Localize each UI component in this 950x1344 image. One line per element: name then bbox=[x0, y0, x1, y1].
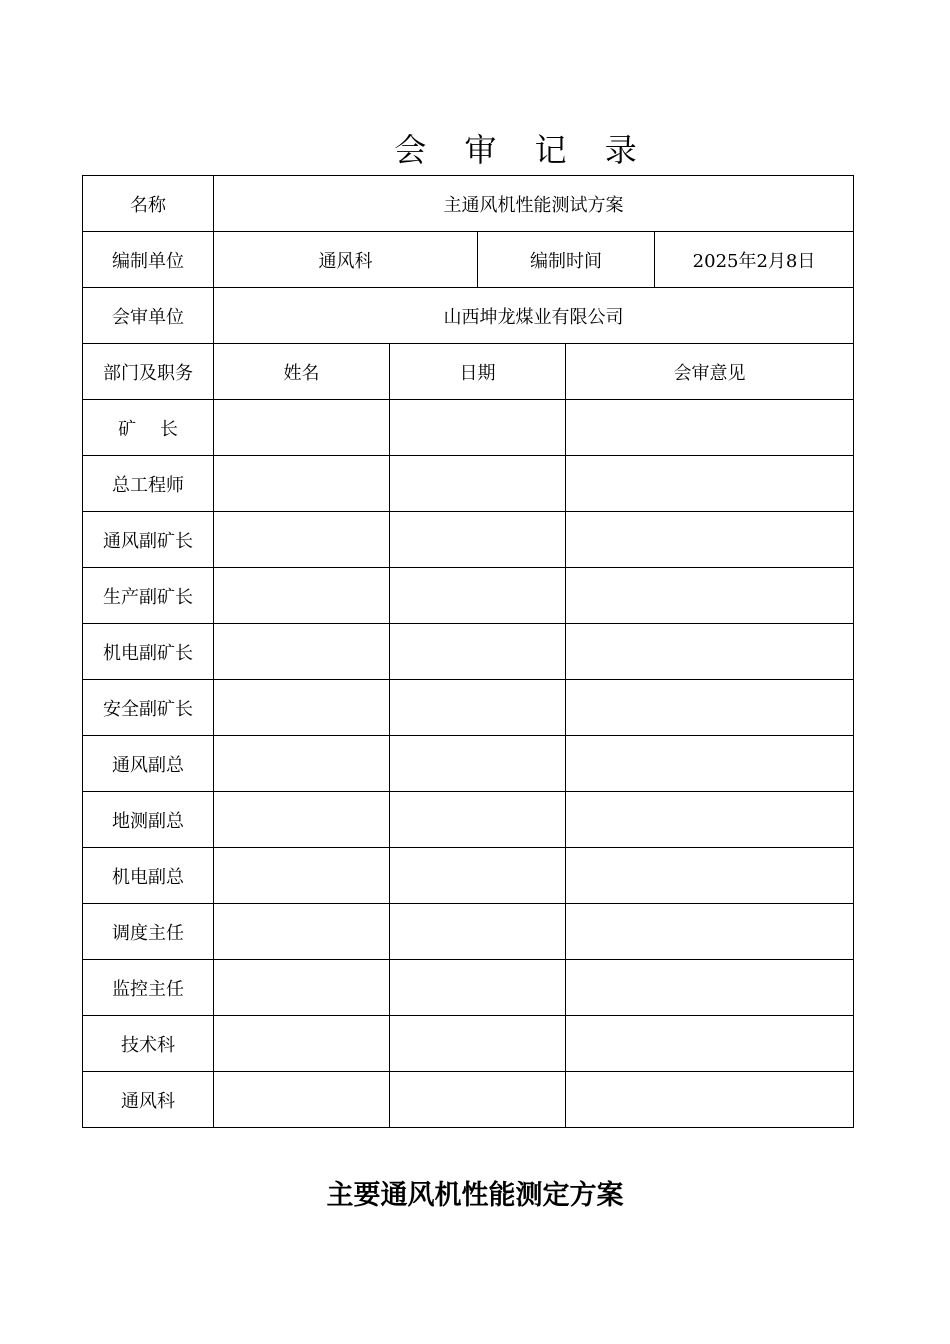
date-cell[interactable] bbox=[390, 568, 566, 624]
name-cell[interactable] bbox=[214, 736, 390, 792]
date-cell[interactable] bbox=[390, 624, 566, 680]
table-header-row bbox=[83, 344, 854, 400]
name-label: 名称 bbox=[83, 176, 214, 232]
table-row bbox=[83, 1072, 854, 1128]
table-row bbox=[83, 568, 854, 624]
table-row bbox=[83, 400, 854, 456]
role-cell: 矿 长 bbox=[83, 400, 214, 456]
table-row bbox=[83, 792, 854, 848]
role-cell: 安全副矿长 bbox=[83, 680, 214, 736]
opinion-cell[interactable] bbox=[566, 680, 854, 736]
name-cell[interactable] bbox=[214, 456, 390, 512]
date-cell[interactable] bbox=[390, 512, 566, 568]
opinion-cell[interactable] bbox=[566, 736, 854, 792]
name-cell[interactable] bbox=[214, 568, 390, 624]
date-cell[interactable] bbox=[390, 960, 566, 1016]
date-cell[interactable] bbox=[390, 680, 566, 736]
name-cell[interactable] bbox=[214, 512, 390, 568]
opinion-cell[interactable] bbox=[566, 456, 854, 512]
role-cell: 地测副总 bbox=[83, 792, 214, 848]
opinion-cell[interactable] bbox=[566, 512, 854, 568]
date-cell[interactable] bbox=[390, 400, 566, 456]
name-cell[interactable] bbox=[214, 1072, 390, 1128]
table-row bbox=[83, 512, 854, 568]
opinion-cell[interactable] bbox=[566, 1072, 854, 1128]
column-header-opinion: 会审意见 bbox=[566, 344, 854, 400]
review-unit-value: 山西坤龙煤业有限公司 bbox=[214, 288, 854, 344]
unit-label: 编制单位 bbox=[83, 232, 214, 288]
table-row-review-unit bbox=[83, 288, 854, 344]
name-cell[interactable] bbox=[214, 960, 390, 1016]
role-cell: 总工程师 bbox=[83, 456, 214, 512]
opinion-cell[interactable] bbox=[566, 792, 854, 848]
role-cell: 技术科 bbox=[83, 1016, 214, 1072]
opinion-cell[interactable] bbox=[566, 904, 854, 960]
name-cell[interactable] bbox=[214, 680, 390, 736]
name-cell[interactable] bbox=[214, 400, 390, 456]
table-row bbox=[83, 904, 854, 960]
name-cell[interactable] bbox=[214, 848, 390, 904]
unit-value: 通风科 bbox=[214, 232, 478, 288]
date-cell[interactable] bbox=[390, 1072, 566, 1128]
table-row bbox=[83, 456, 854, 512]
review-unit-label: 会审单位 bbox=[83, 288, 214, 344]
date-cell[interactable] bbox=[390, 1016, 566, 1072]
column-header-name: 姓名 bbox=[214, 344, 390, 400]
name-cell[interactable] bbox=[214, 792, 390, 848]
opinion-cell[interactable] bbox=[566, 848, 854, 904]
date-cell[interactable] bbox=[390, 456, 566, 512]
document-heading: 主要通风机性能测定方案 bbox=[326, 1180, 624, 1211]
table-row-unit bbox=[83, 232, 854, 288]
opinion-cell[interactable] bbox=[566, 400, 854, 456]
table-row bbox=[83, 680, 854, 736]
review-record-table bbox=[82, 175, 854, 1128]
time-label: 编制时间 bbox=[478, 232, 655, 288]
role-cell: 机电副总 bbox=[83, 848, 214, 904]
table-row-name bbox=[83, 176, 854, 232]
table-row bbox=[83, 1016, 854, 1072]
date-cell[interactable] bbox=[390, 792, 566, 848]
date-cell[interactable] bbox=[390, 904, 566, 960]
opinion-cell[interactable] bbox=[566, 568, 854, 624]
opinion-cell[interactable] bbox=[566, 624, 854, 680]
table-row bbox=[83, 736, 854, 792]
role-cell: 机电副矿长 bbox=[83, 624, 214, 680]
role-cell: 生产副矿长 bbox=[83, 568, 214, 624]
role-cell: 通风副总 bbox=[83, 736, 214, 792]
opinion-cell[interactable] bbox=[566, 1016, 854, 1072]
role-cell: 调度主任 bbox=[83, 904, 214, 960]
name-cell[interactable] bbox=[214, 904, 390, 960]
table-row bbox=[83, 848, 854, 904]
name-cell[interactable] bbox=[214, 1016, 390, 1072]
opinion-cell[interactable] bbox=[566, 960, 854, 1016]
name-cell[interactable] bbox=[214, 624, 390, 680]
column-header-date: 日期 bbox=[390, 344, 566, 400]
time-value: 2025年2月8日 bbox=[655, 232, 854, 288]
date-cell[interactable] bbox=[390, 848, 566, 904]
role-cell: 通风科 bbox=[83, 1072, 214, 1128]
date-cell[interactable] bbox=[390, 736, 566, 792]
page-title: 会 审 记 录 bbox=[394, 131, 651, 169]
name-value: 主通风机性能测试方案 bbox=[214, 176, 854, 232]
role-cell: 通风副矿长 bbox=[83, 512, 214, 568]
column-header-department: 部门及职务 bbox=[83, 344, 214, 400]
table-row bbox=[83, 624, 854, 680]
role-cell: 监控主任 bbox=[83, 960, 214, 1016]
table-row bbox=[83, 960, 854, 1016]
